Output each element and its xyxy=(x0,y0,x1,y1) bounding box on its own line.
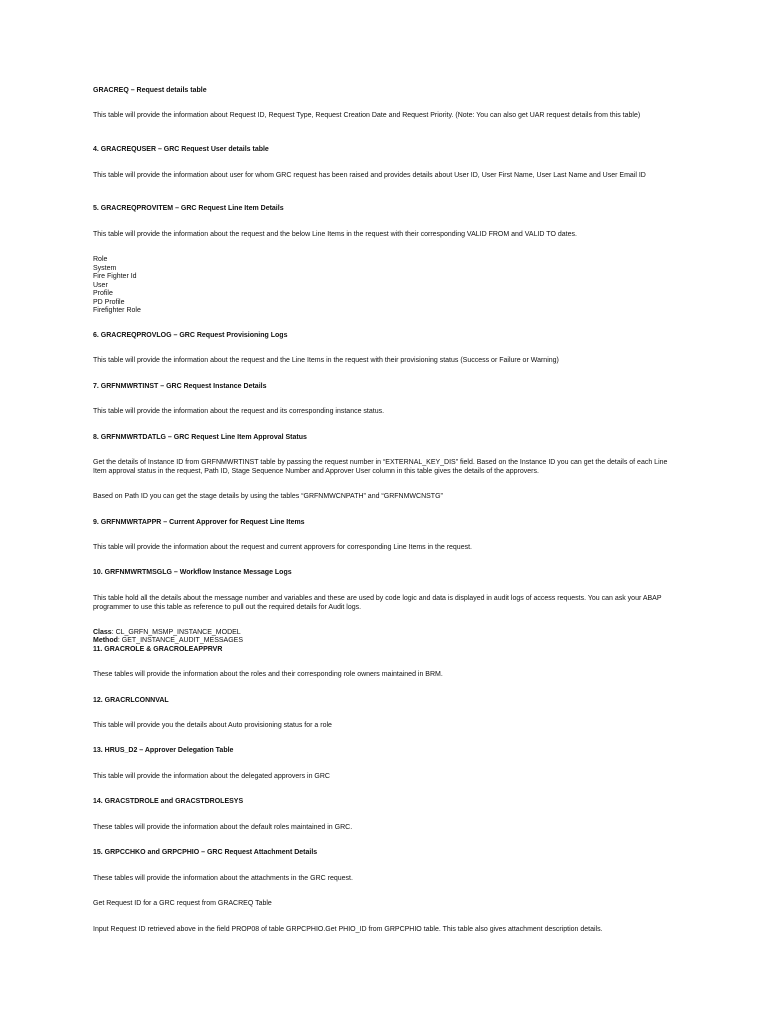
section-heading-9: 9. GRFNMWRTAPPR – Current Approver for Request Line Items xyxy=(93,519,305,526)
list-item: Profile xyxy=(93,290,113,297)
section-heading-7: 7. GRFNMWRTINST – GRC Request Instance Details xyxy=(93,383,267,390)
section-text-8b: Based on Path ID you can get the stage details by using the tables “GRFNMWCNPATH” and “GRFNMWCNSTG” xyxy=(93,493,443,500)
list-item: Role xyxy=(93,256,108,263)
section-text-5: This table will provide the information about the request and the below Line Items in the request with their corresponding VALID FROM and VALID TO dates. xyxy=(93,231,577,238)
list-item: Fire Fighter Id xyxy=(93,273,137,280)
section-heading-gracreq: GRACREQ – Request details table xyxy=(93,87,207,94)
method-value: : GET_INSTANCE_AUDIT_MESSAGES xyxy=(117,637,244,644)
section-heading-13: 13. HRUS_D2 – Approver Delegation Table xyxy=(93,747,234,754)
class-value: : CL_GRFN_MSMP_INSTANCE_MODEL xyxy=(111,629,241,636)
section-heading-15: 15. GRPCCHKO and GRPCPHIO – GRC Request Attachment Details xyxy=(93,849,318,856)
method-line xyxy=(93,637,678,646)
list-item: Firefighter Role xyxy=(93,307,141,314)
section-text-10: This table hold all the details about the message number and variables and these are used by code logic and data is displayed in audit logs of access requests. You can ask your ABAP programmer to use this table as reference to pull out the required details for Audit logs. xyxy=(93,595,662,611)
section-heading-11: 11. GRACROLE & GRACROLEAPPRVR xyxy=(93,646,223,653)
section-text-9: This table will provide the information about the request and current approvers for corresponding Line Items in the request. xyxy=(93,544,472,551)
section-text-12: This table will provide you the details about Auto provisioning status for a role xyxy=(93,722,332,729)
method-label: Method xyxy=(93,637,118,644)
section-heading-4: 4. GRACREQUSER – GRC Request User details table xyxy=(93,146,269,153)
section-text-13: This table will provide the information about the delegated approvers in GRC xyxy=(93,773,330,780)
class-label: Class xyxy=(93,629,112,636)
section-text-gracreq: This table will provide the information about Request ID, Request Type, Request Creation Date and Request Priority. (Note: You can also get UAR request details from this table) xyxy=(93,112,641,119)
section-heading-10: 10. GRFNMWRTMSGLG – Workflow Instance Message Logs xyxy=(93,569,292,576)
section-text-15a: These tables will provide the information about the attachments in the GRC request. xyxy=(93,875,353,882)
line-item-list xyxy=(93,256,678,316)
section-heading-8: 8. GRFNMWRTDATLG – GRC Request Line Item Approval Status xyxy=(93,434,307,441)
list-item: System xyxy=(93,264,117,272)
section-heading-12: 12. GRACRLCONNVAL xyxy=(93,697,169,704)
section-text-11: These tables will provide the information about the roles and their corresponding role owners maintained in BRM. xyxy=(93,671,443,678)
list-item: User xyxy=(93,281,108,289)
section-text-8a: Get the details of Instance ID from GRFNMWRTINST table by passing the request number in “EXTERNAL_KEY_DIS” field. Based on the Instance ID you can get the details of each Line Item approval status in the request, Path ID, Stage Sequence Number and Approver User column in this table gives the details of the approvers. xyxy=(93,459,668,475)
section-text-14: These tables will provide the information about the default roles maintained in GRC. xyxy=(93,824,353,831)
section-heading-14: 14. GRACSTDROLE and GRACSTDROLESYS xyxy=(93,798,244,805)
section-text-15b: Get Request ID for a GRC request from GRACREQ Table xyxy=(93,900,272,907)
section-heading-5: 5. GRACREQPROVITEM – GRC Request Line Item Details xyxy=(93,205,284,212)
section-text-15c: Input Request ID retrieved above in the field PROP08 of table GRPCPHIO.Get PHIO_ID from GRPCPHIO table. This table also gives attachment description details. xyxy=(93,926,603,933)
list-item: PD Profile xyxy=(93,298,125,306)
section-heading-6: 6. GRACREQPROVLOG – GRC Request Provisioning Logs xyxy=(93,332,288,339)
section-text-7: This table will provide the information about the request and its corresponding instance status. xyxy=(93,408,385,415)
section-text-6: This table will provide the information about the request and the Line Items in the request with their provisioning status (Success or Failure or Warning) xyxy=(93,357,559,364)
section-text-4: This table will provide the information about user for whom GRC request has been raised and provides details about User ID, User First Name, User Last Name and User Email ID xyxy=(93,172,646,179)
